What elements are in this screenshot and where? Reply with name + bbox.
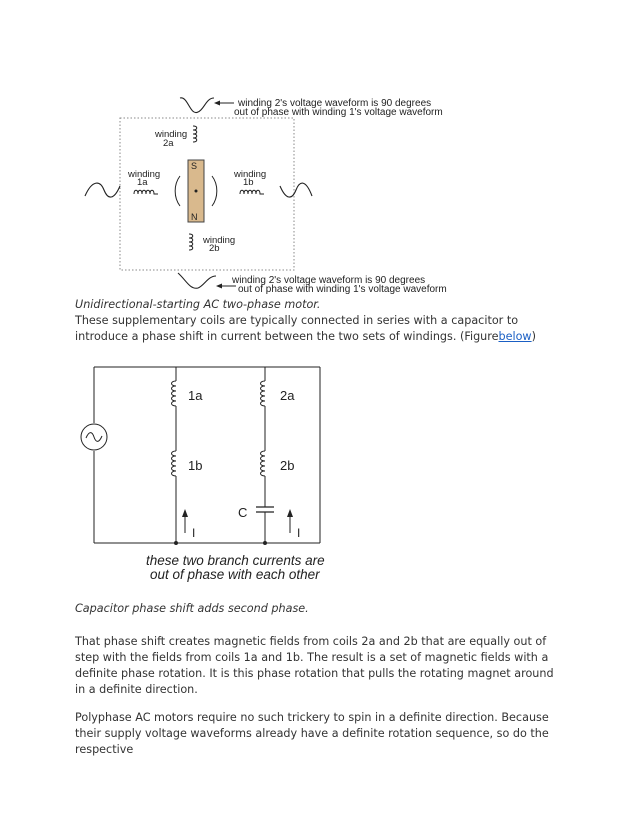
- coil-1b-label: 1b: [188, 458, 203, 473]
- winding-2a-number: 2a: [163, 138, 174, 149]
- right-sine-wave-icon: [280, 183, 312, 197]
- coil-2a-icon: [193, 126, 197, 142]
- winding-1a-label: winding: [128, 169, 161, 180]
- coil-2a-label: 2a: [280, 388, 295, 403]
- coil-1b-icon: [172, 451, 177, 476]
- figure-below-link[interactable]: below: [498, 330, 532, 343]
- paragraph-supplementary-coils: [75, 313, 565, 345]
- capacitor-circuit-diagram: [0, 355, 638, 590]
- paragraph-phase-shift: That phase shift creates magnetic fields from coils 2a and 2b that are equally out of step with the fields from coils 1a and 1b. The result is a set of magnetic fields with a definite phase rotation. It is this phase rotation that pulls the rotating magnet around in a definite direction.: [75, 635, 554, 696]
- bottom-note-line2: out of phase with winding 1's voltage waveform: [238, 284, 447, 295]
- capacitor-label: C: [238, 505, 248, 520]
- coil-2b-icon: [189, 234, 193, 250]
- circuit-note-line2: out of phase with each other: [150, 567, 320, 582]
- winding-1a-number: 1a: [137, 177, 148, 188]
- paragraph-1-text: These supplementary coils are typically connected in series with a capacitor to introduce a phase shift in current between the two sets of windings. (Figure: [75, 314, 519, 343]
- junction-dot-right: [263, 541, 267, 545]
- winding-1b-number: 1b: [243, 177, 254, 188]
- junction-dot-left: [174, 541, 178, 545]
- top-sine-wave-icon: [180, 98, 214, 113]
- pole-s-label: S: [191, 161, 198, 171]
- winding-2a-label: winding: [155, 129, 188, 140]
- bottom-arrow-head-icon: [216, 284, 222, 289]
- current-arrow-left-head-icon: [182, 509, 188, 517]
- bottom-sine-wave-icon: [178, 273, 216, 288]
- caption-figure-1: Unidirectional-starting AC two-phase motor.: [75, 298, 321, 311]
- top-arrow-head-icon: [214, 101, 220, 106]
- circuit-note-line1: these two branch currents are: [146, 553, 325, 568]
- top-note-line2: out of phase with winding 1's voltage waveform: [234, 107, 443, 118]
- coil-1a-icon: [172, 381, 177, 406]
- paragraph-1-end: ): [531, 330, 536, 343]
- winding-2b-label: winding: [203, 235, 236, 246]
- coil-2a-icon: [261, 381, 266, 406]
- coil-1a-label: 1a: [188, 388, 203, 403]
- coil-2b-icon: [261, 451, 266, 476]
- winding-2b-number: 2b: [209, 243, 220, 254]
- left-sine-wave-icon: [85, 183, 120, 197]
- rotation-arc-right-icon: [212, 176, 217, 206]
- top-note-line1: winding 2's voltage waveform is 90 degrees: [238, 98, 432, 109]
- caption-figure-2: Capacitor phase shift adds second phase.: [75, 602, 309, 615]
- rotor-axle-icon: [195, 190, 198, 193]
- coil-1b-icon: [240, 190, 264, 194]
- bottom-note-line1: winding 2's voltage waveform is 90 degrees: [232, 275, 426, 286]
- paragraph-polyphase: Polyphase AC motors require no such trickery to spin in a definite direction. Because their supply voltage waveforms already have a definite rotation sequence, so do the respective: [75, 711, 549, 756]
- winding-1b-label: winding: [234, 169, 267, 180]
- current-right-label: I: [297, 526, 301, 540]
- coil-2b-label: 2b: [280, 458, 295, 473]
- pole-n-label: N: [191, 212, 198, 222]
- motor-diagram: [0, 0, 638, 300]
- current-arrow-right-head-icon: [287, 509, 293, 517]
- current-left-label: I: [192, 526, 196, 540]
- coil-1a-icon: [134, 190, 158, 194]
- rotation-arc-left-icon: [175, 176, 180, 206]
